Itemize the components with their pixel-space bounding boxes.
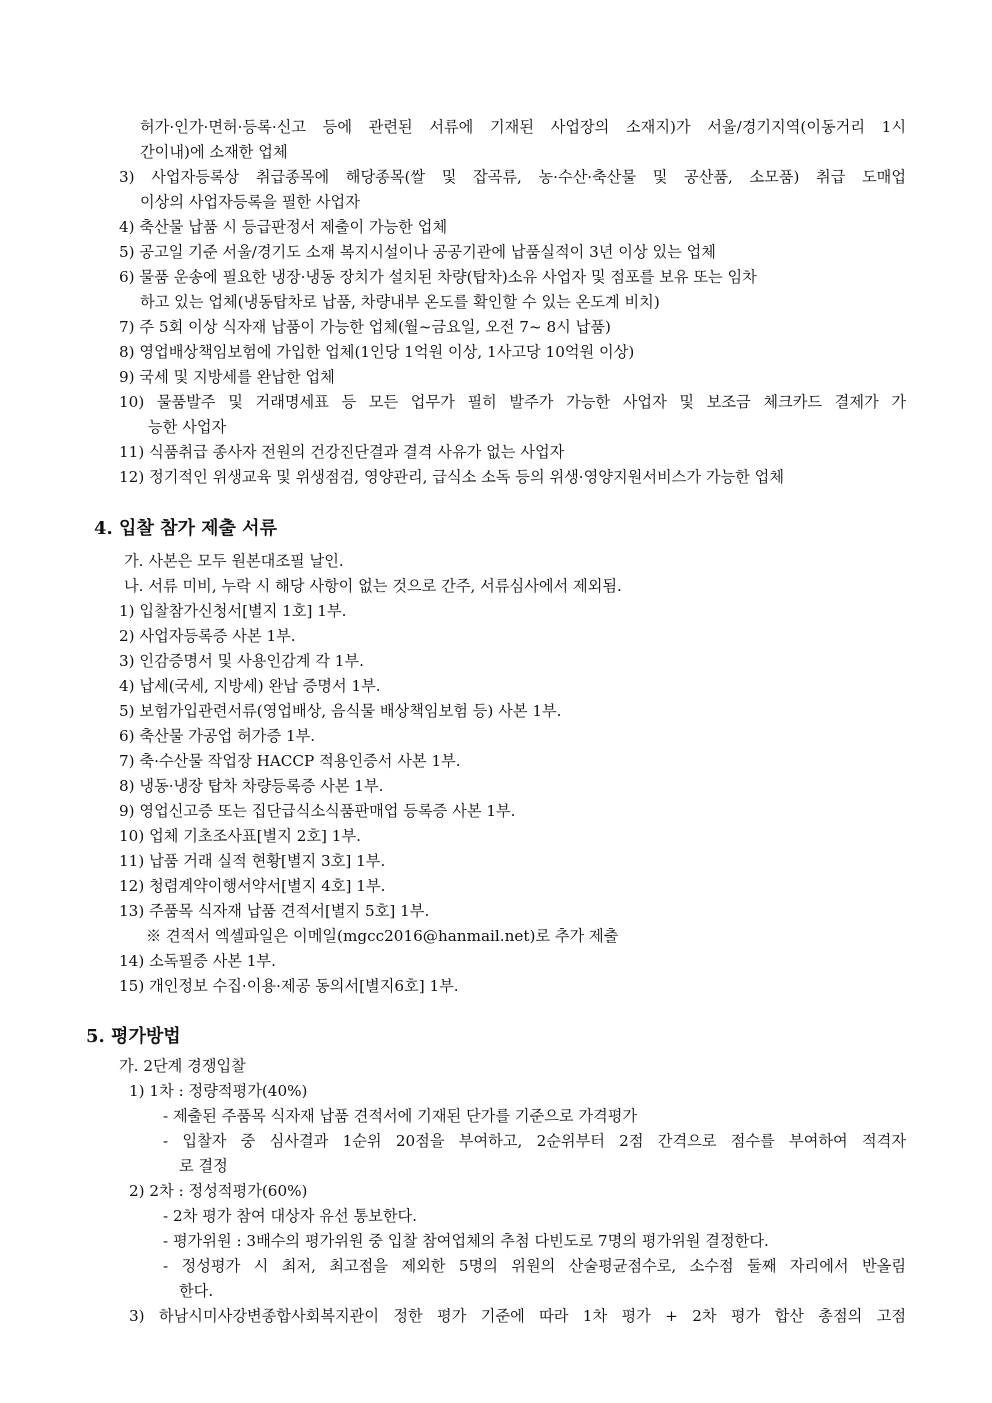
stage-2-bullet-3: - 정성평가 시 최저, 최고점을 제외한 5명의 위원의 산술평균점수로, 소수점 둘째 자리에서 반올림	[163, 1257, 906, 1275]
eligibility-item-10: 10) 물품발주 및 거래명세표 등 모든 업무가 필히 발주가 가능한 사업자 및 보조금 체크카드 결제가 가	[119, 393, 906, 411]
eligibility-cont-line-2: 간이내)에 소재한 업체	[140, 143, 288, 161]
stage-1-bullet-1: - 제출된 주품목 식자재 납품 견적서에 기재된 단가를 기준으로 가격평가	[163, 1107, 638, 1125]
document-item: 4) 납세(국세, 지방세) 완납 증명서 1부.	[119, 677, 381, 695]
document-item: 3) 인감증명서 및 사용인감계 각 1부.	[119, 652, 364, 670]
document-item: 11) 납품 거래 실적 현황[별지 3호] 1부.	[119, 852, 386, 870]
stage-1-bullet-2: - 입찰자 중 심사결과 1순위 20점을 부여하고, 2순위부터 2점 간격으로 점수를 부여하여 적격자	[163, 1132, 906, 1150]
document-item: 15) 개인정보 수집·이용·제공 동의서[별지6호] 1부.	[119, 977, 459, 995]
eligibility-item-6-cont: 하고 있는 업체(냉동탑차로 납품, 차량내부 온도를 확인할 수 있는 온도계 비치)	[140, 293, 660, 311]
stage-2-bullet-1: - 2차 평가 참여 대상자 유선 통보한다.	[163, 1207, 417, 1225]
stage-2-bullet-2: - 평가위원 : 3배수의 평가위원 중 입찰 참여업체의 추첨 다빈도로 7명의 평가위원 결정한다.	[163, 1232, 769, 1250]
eligibility-item-7: 7) 주 5회 이상 식자재 납품이 가능한 업체(월~금요일, 오전 7~ 8시 납품)	[119, 318, 611, 336]
document-item: 12) 청렴계약이행서약서[별지 4호] 1부.	[119, 877, 386, 895]
document-item: 13) 주품목 식자재 납품 견적서[별지 5호] 1부.	[119, 902, 430, 920]
document-item: 9) 영업신고증 또는 집단급식소식품판매업 등록증 사본 1부.	[119, 802, 516, 820]
section-4-heading: 4. 입찰 참가 제출 서류	[94, 518, 277, 539]
document-item: 6) 축산물 가공업 허가증 1부.	[119, 727, 316, 745]
eligibility-item-11: 11) 식품취급 종사자 전원의 건강진단결과 결격 사유가 없는 사업자	[119, 443, 565, 461]
section-5-heading: 5. 평가방법	[86, 1026, 181, 1047]
stage-1-title: 1) 1차 : 정량적평가(40%)	[129, 1082, 308, 1100]
stage-1-bullet-2-cont: 로 결정	[179, 1157, 228, 1175]
eligibility-item-12: 12) 정기적인 위생교육 및 위생점검, 영양관리, 급식소 소독 등의 위생·영양지원서비스가 가능한 업체	[119, 468, 785, 486]
section-5-ga: 가. 2단계 경쟁입찰	[119, 1057, 246, 1075]
document-item: 1) 입찰참가신청서[별지 1호] 1부.	[119, 602, 347, 620]
document-item: 10) 업체 기초조사표[별지 2호] 1부.	[119, 827, 361, 845]
document-item: 5) 보험가입관련서류(영업배상, 음식물 배상책임보험 등) 사본 1부.	[119, 702, 562, 720]
stage-3-item: 3) 하남시미사강변종합사회복지관이 정한 평가 기준에 따라 1차 평가 + 2차 평가 합산 총점의 고점	[129, 1307, 906, 1325]
stage-2-title: 2) 2차 : 정성적평가(60%)	[129, 1182, 308, 1200]
eligibility-cont-line-1: 허가·인가·면허·등록·신고 등에 관련된 서류에 기재된 사업장의 소재지)가 서울/경기지역(이동거리 1시	[140, 118, 906, 136]
stage-2-bullet-3-cont: 한다.	[179, 1282, 214, 1300]
eligibility-item-3: 3) 사업자등록상 취급종목에 해당종목(쌀 및 잡곡류, 농·수산·축산물 및 공산품, 소모품) 취급 도매업	[119, 168, 906, 186]
estimate-email-note: ※ 견적서 엑셀파일은 이메일(mgcc2016@hanmail.net)로 추가 제출	[146, 927, 619, 945]
eligibility-item-6: 6) 물품 운송에 필요한 냉장·냉동 장치가 설치된 차량(탑차)소유 사업자 및 점포를 보유 또는 임차	[119, 268, 757, 286]
eligibility-item-8: 8) 영업배상책임보험에 가입한 업체(1인당 1억원 이상, 1사고당 10억원 이상)	[119, 343, 635, 361]
eligibility-item-4: 4) 축산물 납품 시 등급판정서 제출이 가능한 업체	[119, 218, 448, 236]
section-4-note-na: 나. 서류 미비, 누락 시 해당 사항이 없는 것으로 간주, 서류심사에서 제외됨.	[124, 577, 622, 595]
document-item: 2) 사업자등록증 사본 1부.	[119, 627, 296, 645]
eligibility-item-10-cont: 능한 사업자	[148, 418, 227, 436]
document-item: 8) 냉동·냉장 탑차 차량등록증 사본 1부.	[119, 777, 384, 795]
eligibility-item-3-cont: 이상의 사업자등록을 필한 사업자	[140, 193, 360, 211]
section-4-note-ga: 가. 사본은 모두 원본대조필 날인.	[124, 552, 344, 570]
eligibility-item-9: 9) 국세 및 지방세를 완납한 업체	[119, 368, 335, 386]
document-item: 7) 축·수산물 작업장 HACCP 적용인증서 사본 1부.	[119, 752, 461, 770]
eligibility-item-5: 5) 공고일 기준 서울/경기도 소재 복지시설이나 공공기관에 납품실적이 3년 이상 있는 업체	[119, 243, 716, 261]
document-item: 14) 소독필증 사본 1부.	[119, 952, 276, 970]
